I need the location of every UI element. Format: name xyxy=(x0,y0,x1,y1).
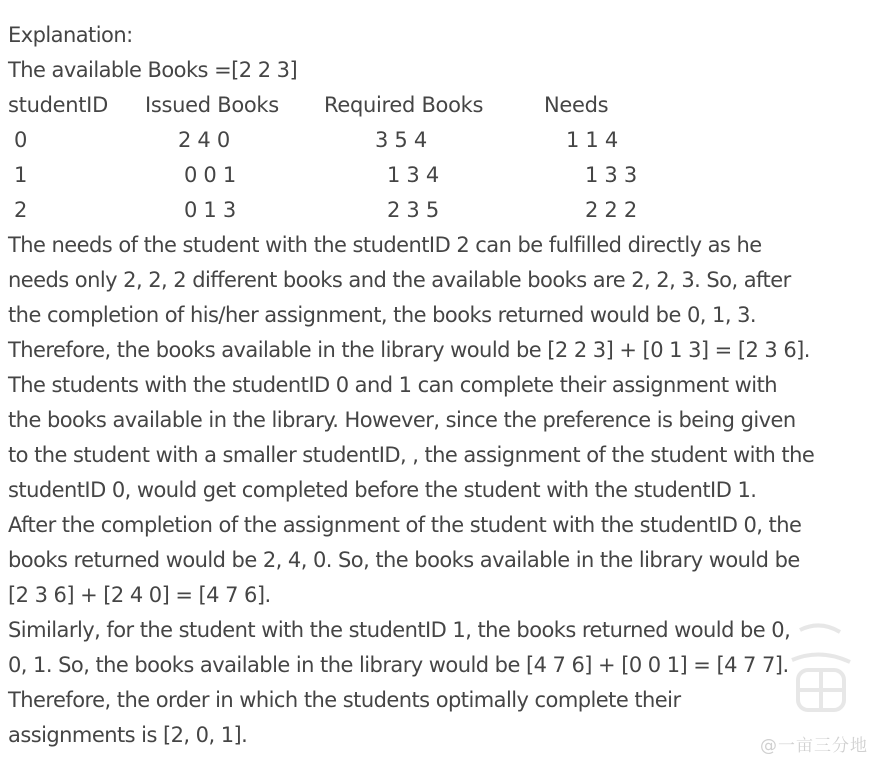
cell-student-id: 2 xyxy=(14,198,28,222)
cell-student-id: 1 xyxy=(14,163,28,187)
cell-required: 2 3 5 xyxy=(387,198,439,222)
table-header-row xyxy=(8,88,874,123)
cell-required: 1 3 4 xyxy=(387,163,439,187)
paragraph-line: Therefore, the books available in the library would be [2 2 3] + [0 1 3] = [2 3 6]. xyxy=(8,338,810,362)
header-issued-books: Issued Books xyxy=(145,93,279,117)
header-needs: Needs xyxy=(544,93,609,117)
explanation-content xyxy=(8,18,874,753)
cell-issued: 2 4 0 xyxy=(178,128,230,152)
paragraph-line: Similarly, for the student with the studentID 1, the books returned would be 0, xyxy=(8,618,791,642)
paragraph-line: assignments is [2, 0, 1]. xyxy=(8,723,248,747)
cell-student-id: 0 xyxy=(14,128,28,152)
paragraph-line: 0, 1. So, the books available in the library would be [4 7 6] + [0 0 1] = [4 7 7]. xyxy=(8,653,789,677)
paragraph-line: The students with the studentID 0 and 1 can complete their assignment with xyxy=(8,373,778,397)
table-row xyxy=(8,123,874,158)
cell-needs: 2 2 2 xyxy=(585,198,637,222)
paragraph-line: the books available in the library. However, since the preference is being given xyxy=(8,408,796,432)
paragraph-line: to the student with a smaller studentID, , the assignment of the student with the xyxy=(8,443,815,467)
header-required-books: Required Books xyxy=(324,93,484,117)
table-row xyxy=(8,193,874,228)
paragraph-line: [2 3 6] + [2 4 0] = [4 7 6]. xyxy=(8,583,271,607)
paragraph-line: After the completion of the assignment of the student with the studentID 0, the xyxy=(8,513,802,537)
cell-needs: 1 1 4 xyxy=(566,128,618,152)
available-books-line: The available Books =[2 2 3] xyxy=(8,58,298,82)
paragraph-line: the completion of his/her assignment, the books returned would be 0, 1, 3. xyxy=(8,303,757,327)
cell-issued: 0 1 3 xyxy=(184,198,236,222)
table-row xyxy=(8,158,874,193)
watermark-text: @一亩三分地 xyxy=(760,736,868,756)
paragraph-line: needs only 2, 2, 2 different books and the available books are 2, 2, 3. So, after xyxy=(8,268,791,292)
paragraph-line: The needs of the student with the studentID 2 can be fulfilled directly as he xyxy=(8,233,762,257)
cell-issued: 0 0 1 xyxy=(184,163,236,187)
explanation-paragraph xyxy=(8,228,874,753)
header-studentid: studentID xyxy=(8,93,108,117)
paragraph-line: studentID 0, would get completed before the student with the studentID 1. xyxy=(8,478,757,502)
paragraph-line: Therefore, the order in which the students optimally complete their xyxy=(8,688,681,712)
explanation-heading: Explanation: xyxy=(8,23,133,47)
cell-required: 3 5 4 xyxy=(375,128,427,152)
watermark-logo-icon xyxy=(780,620,860,730)
paragraph-line: books returned would be 2, 4, 0. So, the books available in the library would be xyxy=(8,548,800,572)
cell-needs: 1 3 3 xyxy=(585,163,637,187)
books-table xyxy=(8,88,874,228)
